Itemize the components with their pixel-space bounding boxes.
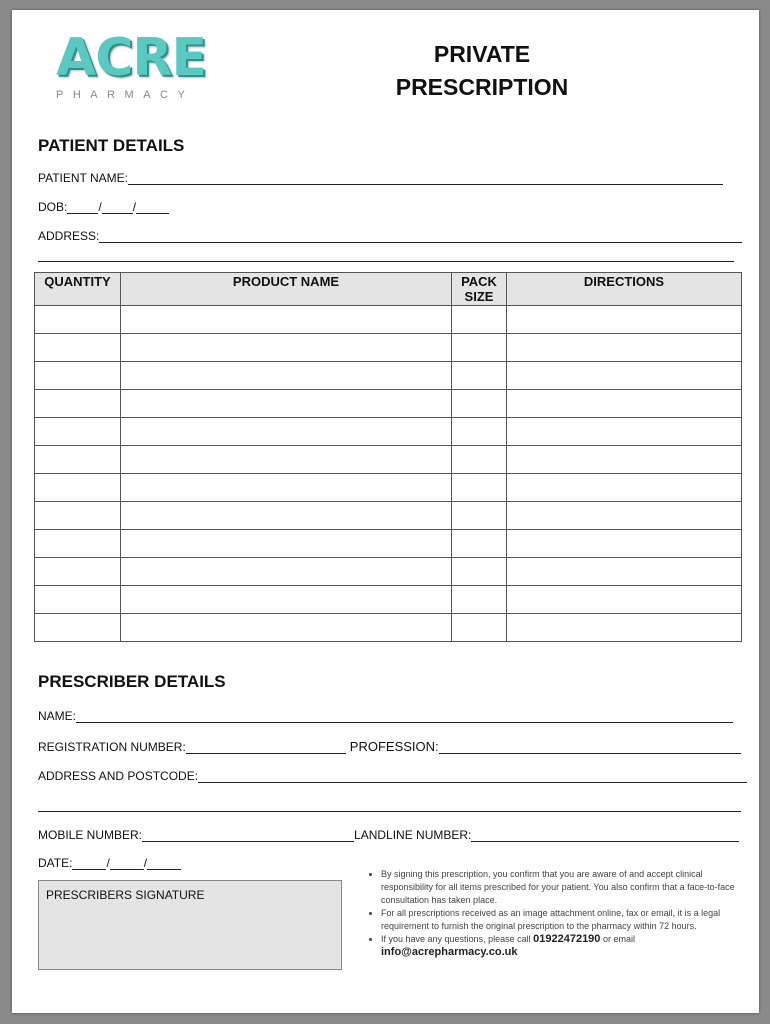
directions-cell[interactable] — [507, 530, 742, 558]
mobile-number-label: MOBILE NUMBER: — [38, 828, 143, 842]
product-name-cell[interactable] — [121, 446, 452, 474]
landline-number-line[interactable] — [471, 829, 739, 842]
logo-subtitle: PHARMACY — [56, 89, 195, 101]
date-label: DATE: — [38, 856, 73, 870]
prescriber-details-heading: PRESCRIBER DETAILS — [38, 672, 226, 691]
pack-size-cell[interactable] — [452, 362, 507, 390]
directions-cell[interactable] — [507, 502, 742, 530]
pack-size-header: PACK SIZE — [452, 273, 507, 306]
date-field[interactable] — [38, 856, 181, 870]
date-month-line[interactable] — [110, 857, 144, 870]
quantity-cell[interactable] — [35, 530, 121, 558]
table-body — [35, 306, 742, 642]
product-name-cell[interactable] — [121, 530, 452, 558]
table-row — [35, 446, 742, 474]
mobile-number-field[interactable] — [38, 828, 739, 842]
pack-size-cell[interactable] — [452, 586, 507, 614]
table-row — [35, 334, 742, 362]
signature-label: PRESCRIBERS SIGNATURE — [46, 888, 205, 902]
quantity-cell[interactable] — [35, 306, 121, 334]
dob-separator: / — [98, 200, 102, 214]
pack-size-cell[interactable] — [452, 530, 507, 558]
table-header-row — [35, 273, 742, 306]
dob-day-line[interactable] — [67, 201, 98, 214]
quantity-header: QUANTITY — [35, 273, 121, 306]
quantity-cell[interactable] — [35, 418, 121, 446]
dob-label: DOB: — [38, 200, 68, 214]
prescriber-address-line-2[interactable] — [38, 811, 741, 812]
quantity-cell[interactable] — [35, 474, 121, 502]
patient-details-heading: PATIENT DETAILS — [38, 136, 185, 155]
quantity-cell[interactable] — [35, 446, 121, 474]
directions-cell[interactable] — [507, 418, 742, 446]
directions-cell[interactable] — [507, 474, 742, 502]
date-separator: / — [106, 856, 110, 870]
pack-size-cell[interactable] — [452, 418, 507, 446]
pack-size-cell[interactable] — [452, 502, 507, 530]
table-row — [35, 502, 742, 530]
directions-cell[interactable] — [507, 614, 742, 642]
profession-line[interactable] — [439, 741, 741, 754]
table-row — [35, 530, 742, 558]
directions-header: DIRECTIONS — [507, 273, 742, 306]
prescriber-name-label: NAME: — [38, 709, 77, 723]
note-text: By signing this prescription, you confirm that you are aware of and accept clinical responsibility for all items prescribed for your patient. You also confirm that a face-to-face consultation has taken place. — [381, 869, 735, 905]
patient-name-line[interactable] — [128, 172, 723, 185]
table-row — [35, 418, 742, 446]
prescription-items-table — [34, 272, 742, 642]
product-name-cell[interactable] — [121, 614, 452, 642]
directions-cell[interactable] — [507, 390, 742, 418]
pack-size-cell[interactable] — [452, 390, 507, 418]
note-item — [381, 933, 737, 959]
page-title — [372, 38, 592, 104]
prescriber-address-label: ADDRESS AND POSTCODE: — [38, 769, 199, 783]
prescriber-address-line[interactable] — [198, 770, 747, 783]
note-text: For all prescriptions received as an image attachment online, fax or email, it is a legal requirement to furnish the original prescription to the pharmacy within 72 hours. — [381, 908, 721, 931]
quantity-cell[interactable] — [35, 334, 121, 362]
pack-size-cell[interactable] — [452, 474, 507, 502]
quantity-cell[interactable] — [35, 390, 121, 418]
directions-cell[interactable] — [507, 446, 742, 474]
logo: ACRE — [56, 28, 206, 88]
pack-size-cell[interactable] — [452, 446, 507, 474]
quantity-cell[interactable] — [35, 614, 121, 642]
date-separator: / — [143, 856, 148, 870]
prescriber-name-line[interactable] — [76, 710, 733, 723]
dob-separator: / — [132, 200, 137, 214]
patient-name-label: PATIENT NAME: — [38, 171, 129, 185]
patient-address-line-2[interactable] — [38, 261, 734, 262]
dob-field[interactable] — [38, 200, 169, 214]
product-name-header: PRODUCT NAME — [121, 273, 452, 306]
quantity-cell[interactable] — [35, 502, 121, 530]
notes-list — [357, 868, 737, 959]
table-row — [35, 558, 742, 586]
dob-month-line[interactable] — [102, 201, 133, 214]
pack-size-cell[interactable] — [452, 614, 507, 642]
patient-address-field[interactable] — [38, 229, 742, 243]
quantity-cell[interactable] — [35, 586, 121, 614]
product-name-cell[interactable] — [121, 362, 452, 390]
registration-number-line[interactable] — [186, 741, 346, 754]
prescription-form — [12, 10, 759, 1013]
table-row — [35, 362, 742, 390]
date-day-line[interactable] — [72, 857, 106, 870]
product-name-cell[interactable] — [121, 586, 452, 614]
pack-size-cell[interactable] — [452, 334, 507, 362]
title-line-1: PRIVATE — [433, 41, 531, 67]
note-item — [381, 907, 737, 933]
quantity-cell[interactable] — [35, 558, 121, 586]
product-name-cell[interactable] — [121, 418, 452, 446]
prescriber-name-field[interactable] — [38, 709, 733, 723]
date-year-line[interactable] — [147, 857, 181, 870]
directions-cell[interactable] — [507, 362, 742, 390]
note-text: or email — [602, 934, 635, 944]
phone-number[interactable]: 01922472190 — [533, 933, 601, 945]
note-item — [381, 868, 737, 907]
directions-cell[interactable] — [507, 334, 742, 362]
pack-size-cell[interactable] — [452, 558, 507, 586]
mobile-number-line[interactable] — [142, 829, 354, 842]
registration-number-label: REGISTRATION NUMBER: — [38, 740, 186, 754]
product-name-cell[interactable] — [121, 334, 452, 362]
product-name-cell[interactable] — [121, 390, 452, 418]
directions-cell[interactable] — [507, 558, 742, 586]
patient-name-field[interactable] — [38, 171, 723, 185]
table-row — [35, 614, 742, 642]
table-row — [35, 306, 742, 334]
dob-year-line[interactable] — [136, 201, 169, 214]
prescription-notes — [357, 868, 737, 959]
product-name-cell[interactable] — [121, 306, 452, 334]
product-name-cell[interactable] — [121, 558, 452, 586]
profession-label: PROFESSION: — [349, 739, 439, 754]
table-row — [35, 390, 742, 418]
table-row — [35, 586, 742, 614]
pack-size-cell[interactable] — [452, 306, 507, 334]
product-name-cell[interactable] — [121, 502, 452, 530]
signature-box[interactable] — [38, 880, 342, 970]
table-row — [35, 474, 742, 502]
prescriber-address-field[interactable] — [38, 769, 747, 783]
quantity-cell[interactable] — [35, 362, 121, 390]
product-name-cell[interactable] — [121, 474, 452, 502]
directions-cell[interactable] — [507, 586, 742, 614]
registration-number-field[interactable] — [38, 739, 741, 754]
directions-cell[interactable] — [507, 306, 742, 334]
email-link[interactable]: info@acrepharmacy.co.uk — [381, 946, 518, 958]
note-text: If you have any questions, please call — [381, 934, 531, 944]
patient-address-label: ADDRESS: — [38, 229, 100, 243]
patient-address-line[interactable] — [99, 230, 742, 243]
title-line-2: PRESCRIPTION — [395, 74, 569, 100]
landline-number-label: LANDLINE NUMBER: — [354, 828, 472, 842]
